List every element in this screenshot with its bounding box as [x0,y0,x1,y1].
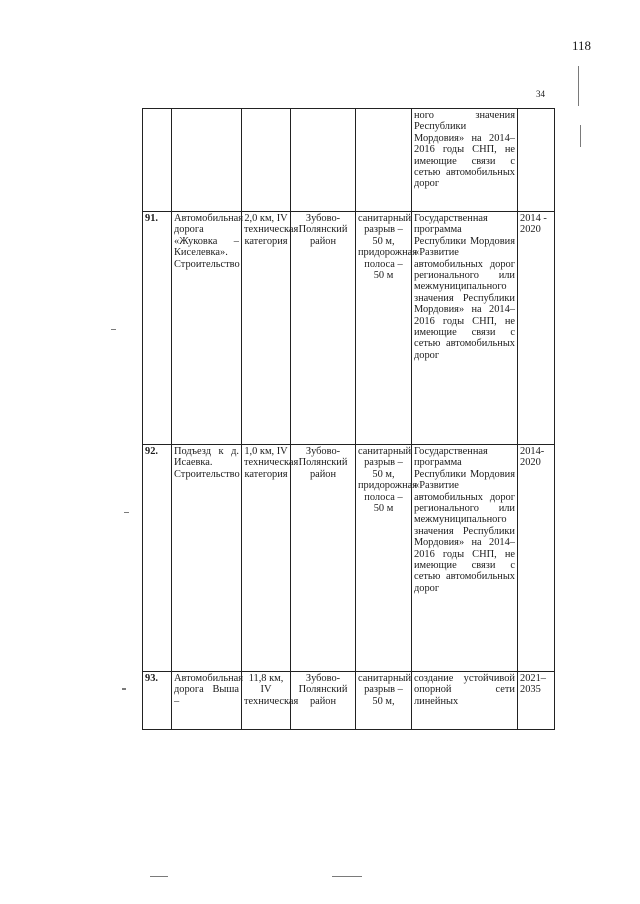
table-row [143,109,555,212]
object-parameters: 1,0 км, IV техническая категория [242,445,291,672]
object-name: Подъезд к д. Исаевка. Строительство [172,445,242,672]
program-basis: ного значения Республики Мордовия» на 2014–2016 годы СНП, не имеющие связи с сетью автомобильных дорог [412,109,518,212]
scan-mark [122,688,126,690]
sheet-number: 34 [536,89,545,99]
row-number: 93. [143,672,172,730]
row-number [143,109,172,212]
district: Зубово-Полянский район [291,445,356,672]
district: Зубово-Полянский район [291,672,356,730]
object-name [172,109,242,212]
program-basis: Государственная программа Республики Мордовия «Развитие автомобильных дорог регионального или межмуниципального значения Республики Мордовия» на 2014–2016 годы СНП, не имеющие связи с сетью автомобильных дорог [412,445,518,672]
program-basis: создание устойчивой опорной сети линейных [412,672,518,730]
implementation-period [518,109,555,212]
implementation-period: 2014 - 2020 [518,212,555,445]
roads-table [142,108,555,730]
program-basis: Государственная программа Республики Мордовия «Развитие автомобильных дорог регионального или межмуниципального значения Республики Мордовия» на 2014–2016 годы СНП, не имеющие связи с сетью автомобильных дорог [412,212,518,445]
object-parameters [242,109,291,212]
district [291,109,356,212]
table-row [143,212,555,445]
district: Зубово-Полянский район [291,212,356,445]
implementation-period: 2021– 2035 [518,672,555,730]
row-number: 91. [143,212,172,445]
protection-zone: санитарный разрыв – 50 м, [356,672,412,730]
protection-zone: санитарный разрыв – 50 м, придорожная полоса – 50 м [356,212,412,445]
object-parameters: 2,0 км, IV техническая категория [242,212,291,445]
scan-mark [111,329,116,330]
object-parameters: 11,8 км, IV техническая [242,672,291,730]
table-row [143,672,555,730]
scan-mark [580,125,581,147]
object-name: Автомобильная дорога «Жуковка – Киселевка». Строительство [172,212,242,445]
scan-mark [332,876,362,877]
scan-mark [578,66,579,106]
scan-mark [150,876,168,877]
protection-zone: санитарный разрыв – 50 м, придорожная полоса – 50 м [356,445,412,672]
page-number: 118 [572,38,592,53]
protection-zone [356,109,412,212]
row-number: 92. [143,445,172,672]
object-name: Автомобильная дорога Выша – [172,672,242,730]
scan-mark [124,512,129,513]
table-row [143,445,555,672]
implementation-period: 2014- 2020 [518,445,555,672]
